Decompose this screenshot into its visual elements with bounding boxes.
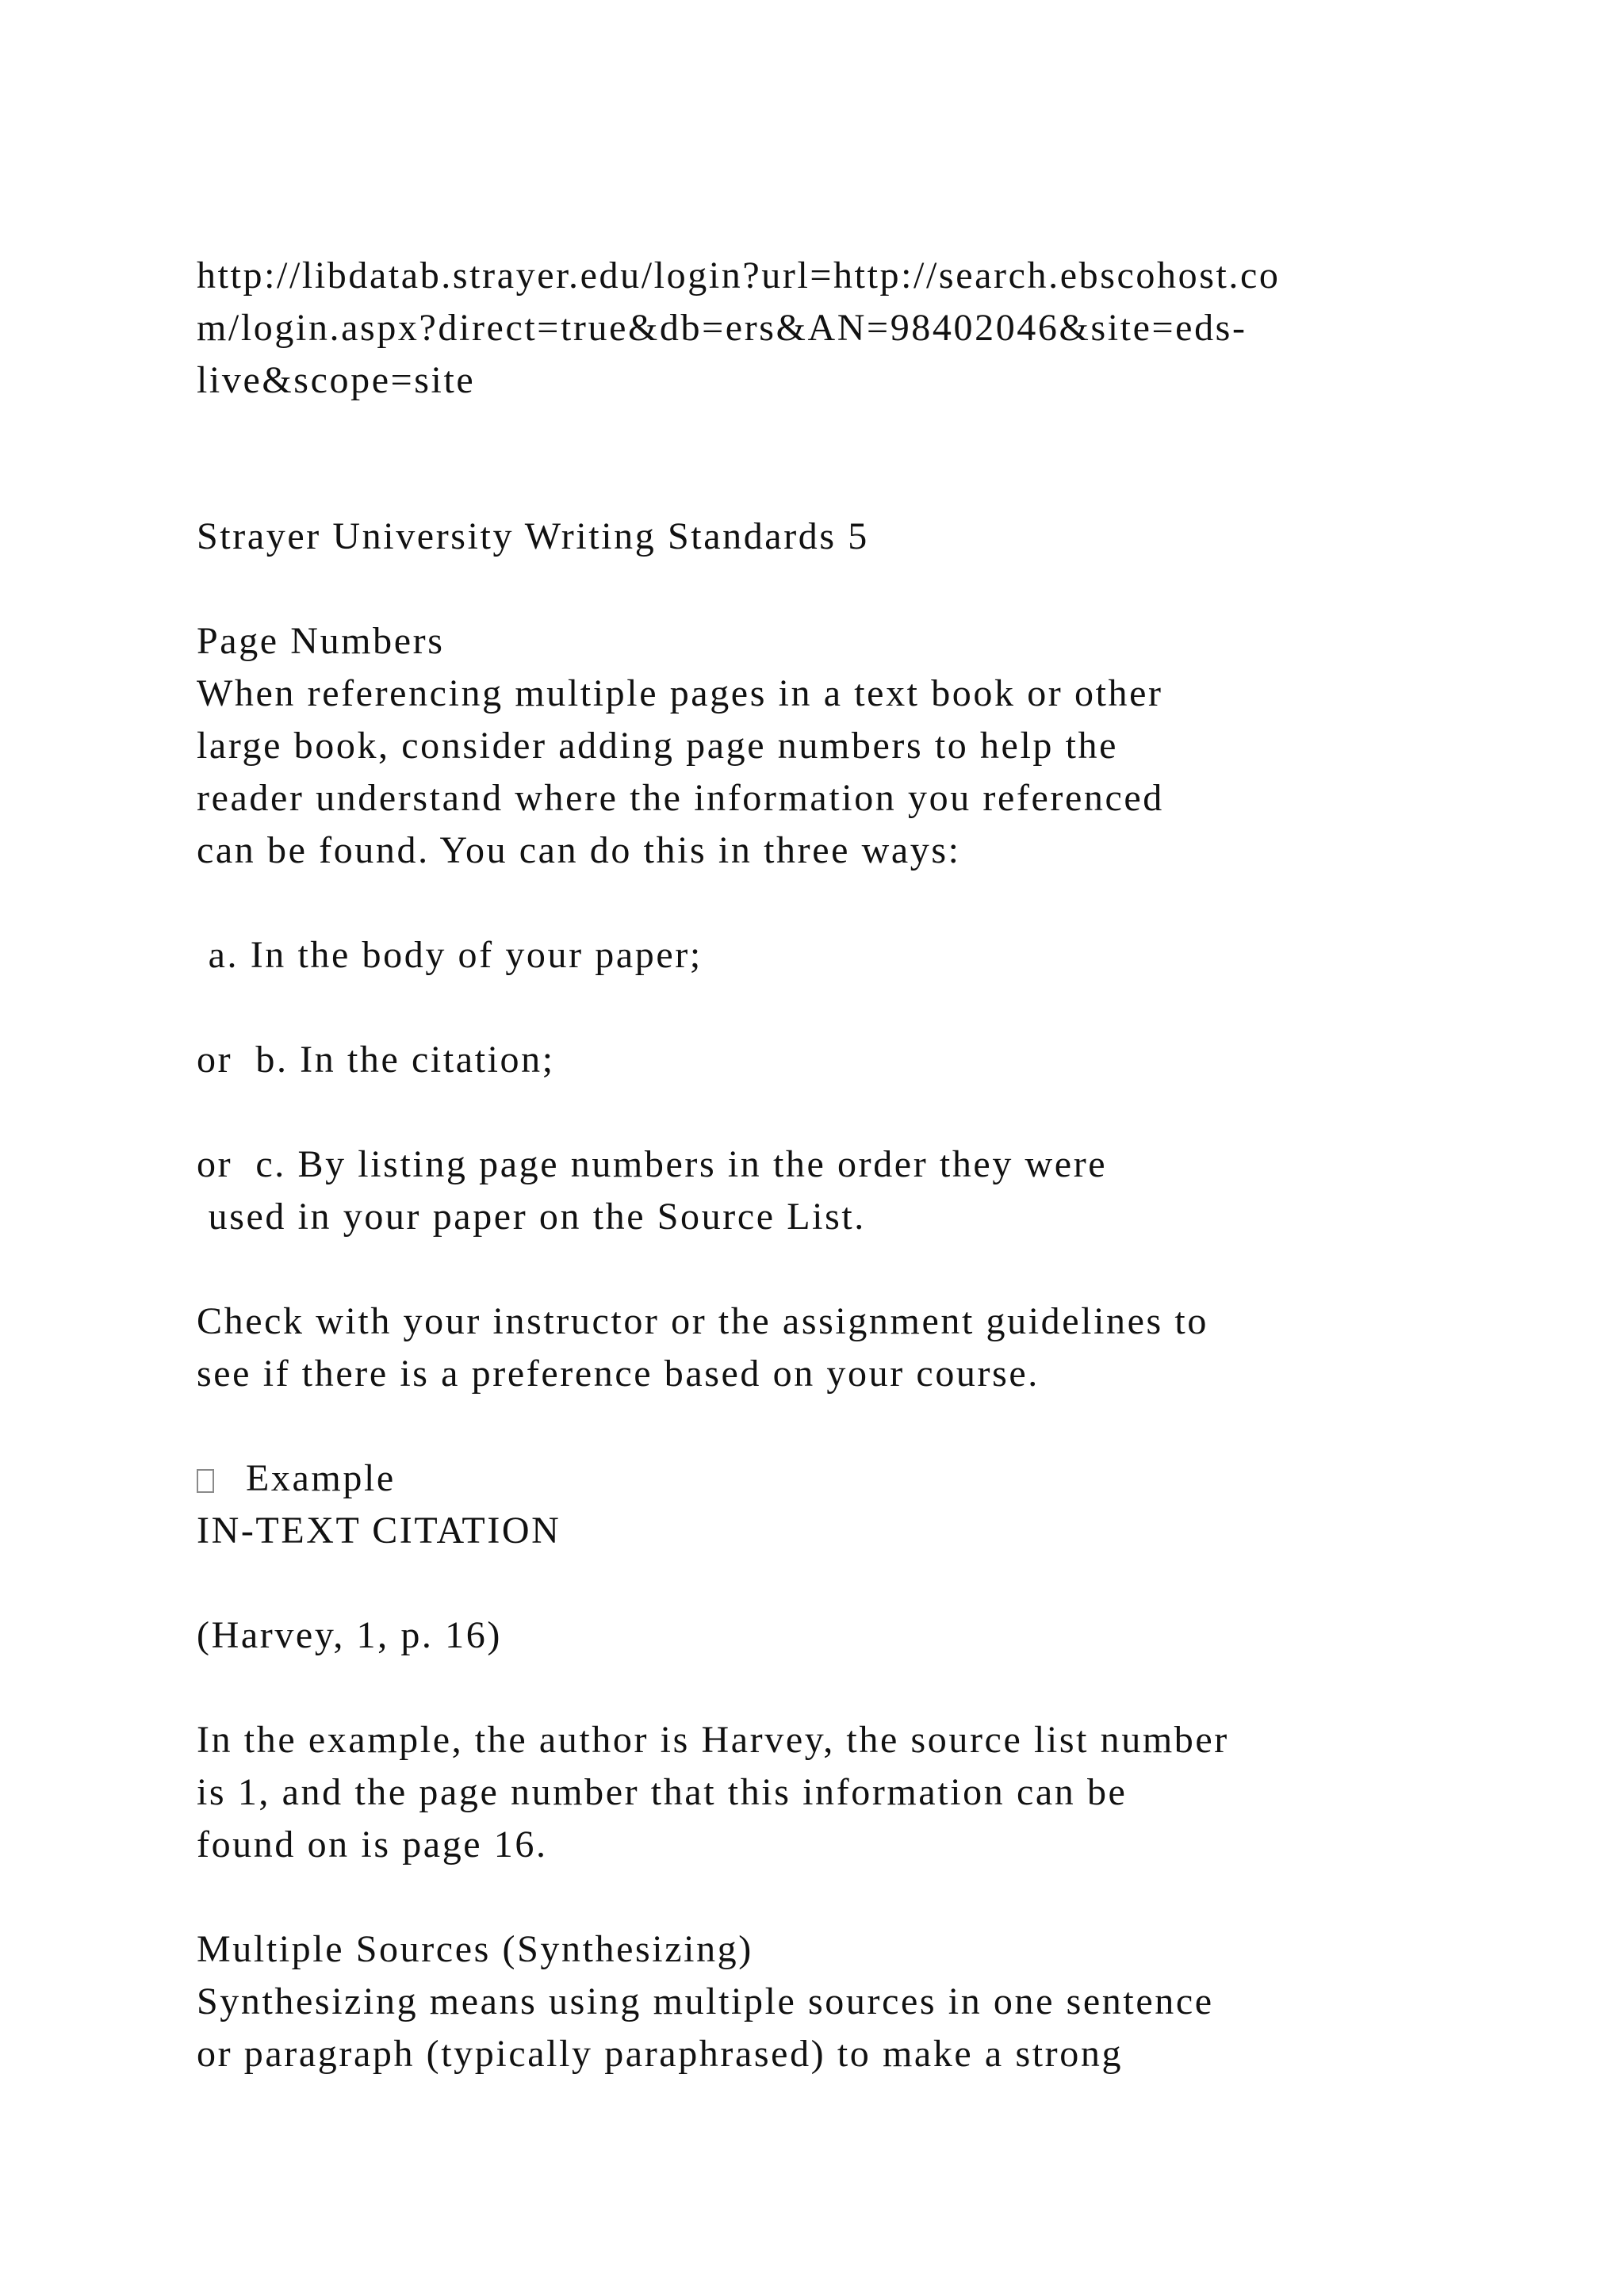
paragraph-line: is 1, and the page number that this information can be: [197, 1771, 1128, 1813]
url-line-1: http://libdatab.strayer.edu/login?url=http://search.ebscohost.co: [197, 254, 1281, 297]
paragraph-line: found on is page 16.: [197, 1823, 548, 1866]
example-citation: (Harvey, 1, p. 16): [197, 1614, 502, 1656]
page-title: Strayer University Writing Standards 5: [197, 515, 869, 557]
section-heading-synthesizing: Multiple Sources (Synthesizing): [197, 1928, 753, 1970]
paragraph-line: or paragraph (typically paraphrased) to make a strong: [197, 2033, 1124, 2075]
paragraph-line: Synthesizing means using multiple sources in one sentence: [197, 1980, 1214, 2022]
paragraph-line: see if there is a preference based on your course.: [197, 1353, 1040, 1395]
example-label-line: [197, 1452, 396, 1505]
list-item-option-a: a. In the body of your paper;: [197, 934, 703, 976]
section-heading-page-numbers: Page Numbers: [197, 620, 445, 662]
checkbox-icon: [197, 1469, 214, 1493]
list-item-option-c: or c. By listing page numbers in the order they were: [197, 1143, 1108, 1185]
paragraph-line: When referencing multiple pages in a text book or other: [197, 672, 1163, 714]
example-label: Example: [246, 1457, 396, 1499]
paragraph-line: large book, consider adding page numbers to help the: [197, 725, 1119, 767]
paragraph-line: can be found. You can do this in three ways:: [197, 829, 961, 871]
paragraph-line: reader understand where the information you referenced: [197, 777, 1164, 819]
list-item-option-b: or b. In the citation;: [197, 1039, 555, 1081]
example-subheading: IN-TEXT CITATION: [197, 1510, 561, 1552]
url-line-2: m/login.aspx?direct=true&db=ers&AN=98402046&site=eds-: [197, 307, 1247, 349]
paragraph-line: In the example, the author is Harvey, the source list number: [197, 1719, 1229, 1761]
paragraph-line: Check with your instructor or the assignment guidelines to: [197, 1300, 1208, 1342]
list-item-option-c-continued: used in your paper on the Source List.: [197, 1196, 866, 1238]
url-line-3: live&scope=site: [197, 359, 476, 401]
